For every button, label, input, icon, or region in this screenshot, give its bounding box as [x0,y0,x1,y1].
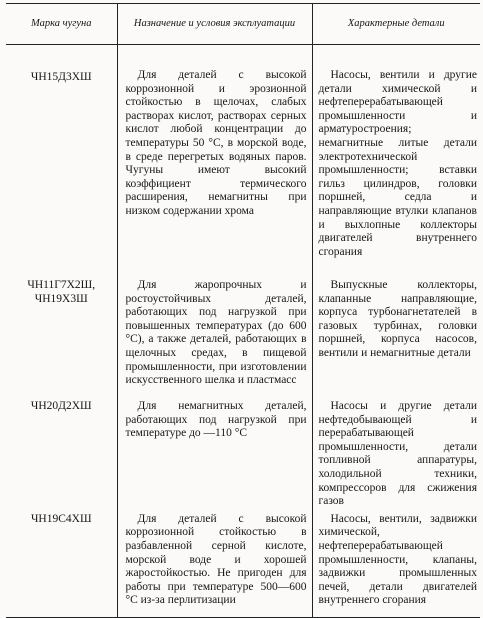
purpose-text: Для немагнитных деталей, работающих под нагрузкой при температуре до —110 °С [125,400,307,440]
table-row [6,45,480,276]
grade-cell [6,45,117,276]
grade-value: ЧН20Д2ХШ [30,400,92,412]
parts-cell [312,275,480,396]
cast-iron-grades-table [6,3,480,618]
grade-cell [6,509,117,618]
purpose-text: Для жаропрочных и ростоустойчивых деталей, работающих под нагрузкой при повышенных температурах (до 600 °С), а также деталей, работающих в щелочных средах, в пищевой промышленности, при изготовлении искусственного шелка и пластмасс [125,279,307,387]
purpose-text: Для деталей с высокой коррозионной стойкостью в разбавленной серной кислоте, морской воде и хорошей жаростойкостью. Не пригоден для работы при температуре 500—600 °С из-за перлитизации [125,512,307,607]
grade-cell [6,396,117,509]
parts-text: Насосы, вентили и другие детали химической и нефтеперерабатывающей промышленности и арматуростроения; немагнитные литые детали электротехнической промышленности; вставки гильз цилиндров, головки поршней, седла и направляющие втулки клапанов и выхлопные коллекторы двигателей внутреннего сгорания [318,69,477,258]
purpose-text: Для деталей с высокой коррозионной и эрозионной стойкостью в щелочах, слабых растворах кислот, растворах серных кислот любой концентрации до температуры 50 °С, в морской воде, в среде перегретых водяных паров. Чугуны имеют высокий коэффициент термического расширения, немагнитны при низком содержании хрома [125,69,307,217]
purpose-cell [117,45,312,276]
parts-cell [312,396,480,509]
header-grade: Марка чугуна [6,4,117,45]
table-row [6,509,480,618]
grade-value: ЧН19С4ХШ [30,512,92,525]
purpose-cell [117,396,312,509]
grade-value: ЧН11Г7Х2Ш, ЧН19Х3Ш [27,279,96,305]
parts-text: Выпускные коллекторы, клапанные направляющие, корпуса турбонагнетателей в газовых турбинах, головки поршней, корпуса насосов, вентили и немагнитные детали [318,279,477,359]
parts-cell [312,509,480,618]
parts-text: Насосы и другие детали нефтедобывающей и перерабатывающей промышленности, детали топливной аппаратуры, холодильной техники, компрессоров для сжижения газов [318,400,477,508]
parts-text: Насосы, вентили, задвижки химической, нефтеперерабатывающей промышленности, клапаны, задвижки промышленных печей, детали двигателей внутреннего сгорания [318,512,477,607]
table-row [6,275,480,396]
table-row [6,396,480,509]
grade-cell [6,275,117,396]
grade-value: ЧН15Д3ХШ [30,71,92,83]
parts-cell [312,45,480,276]
header-row [6,4,480,45]
header-purpose: Назначение и условия эксплуатации [117,4,312,45]
purpose-cell [117,275,312,396]
purpose-cell [117,509,312,618]
header-parts: Характерные детали [312,4,480,45]
